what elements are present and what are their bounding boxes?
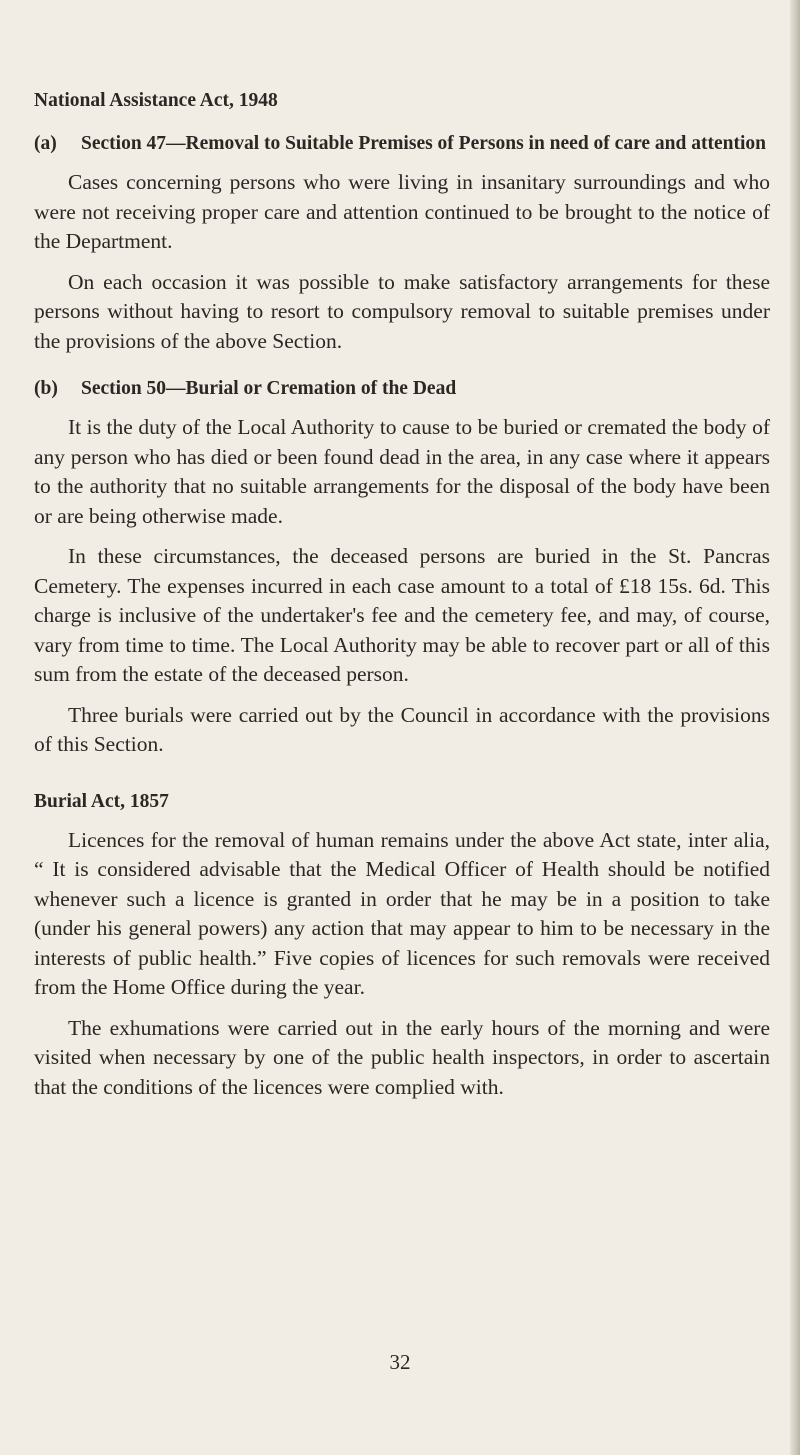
paragraph: Three burials were carried out by the Council in accordance with the provisions of this Section. — [34, 702, 770, 756]
section-heading-national-assistance-act: National Assistance Act, 1948 — [34, 90, 278, 111]
section-heading-burial-act: Burial Act, 1857 — [34, 790, 169, 812]
subsection-title-section-50: Section 50—Burial or Cremation of the Dead — [81, 378, 457, 399]
subsection-heading-section-47 — [34, 130, 770, 157]
page-number: 32 — [389, 1350, 411, 1374]
subsection-heading-section-50 — [34, 375, 770, 402]
paragraph: It is the duty of the Local Authority to cause to be buried or cremated the body of any person who has died or been found dead in the area, in any case where it appears to the authority that no suitable arrangements for the disposal of the body have been or are being otherwise made. — [34, 415, 770, 528]
subsection-label-b: (b) — [34, 378, 58, 399]
paragraph: On each occasion it was possible to make satisfactory arrangements for these persons without having to resort to compulsory removal to suitable premises under the provisions of the above Section. — [34, 269, 770, 353]
paragraph: In these circumstances, the deceased persons are buried in the St. Pancras Cemetery. The expenses incurred in each case amount to a total of £18 15s. 6d. This charge is inclusive of the undertaker's fee and the cemetery fee, and may, of course, vary from time to time. The Local Authority may be able to recover part or all of this sum from the estate of the deceased person. — [34, 544, 770, 686]
subsection-title-section-47: Section 47—Removal to Suitable Premises of Persons in need of care and attention — [81, 133, 766, 154]
paragraph: Cases concerning persons who were living in insanitary surroundings and who were not receiving proper care and attention continued to be brought to the notice of the Department. — [34, 170, 770, 253]
paragraph: The exhumations were carried out in the early hours of the morning and were visited when necessary by one of the public health inspectors, in order to ascertain that the conditions of the licences were complied with. — [34, 1015, 770, 1099]
subsection-label-a: (a) — [34, 133, 57, 154]
paragraph: Licences for the removal of human remains under the above Act state, inter alia, “ It is considered advisable that the Medical Officer of Health should be notified whenever such a licence is granted in order that he may be in a position to take (under his general powers) any action that may appear to him to be necessary in the interests of public health.” Five copies of licences for such removals were received from the Home Office during the year. — [34, 827, 770, 999]
document-page — [34, 88, 770, 1102]
page-edge-shadow — [790, 0, 800, 1455]
